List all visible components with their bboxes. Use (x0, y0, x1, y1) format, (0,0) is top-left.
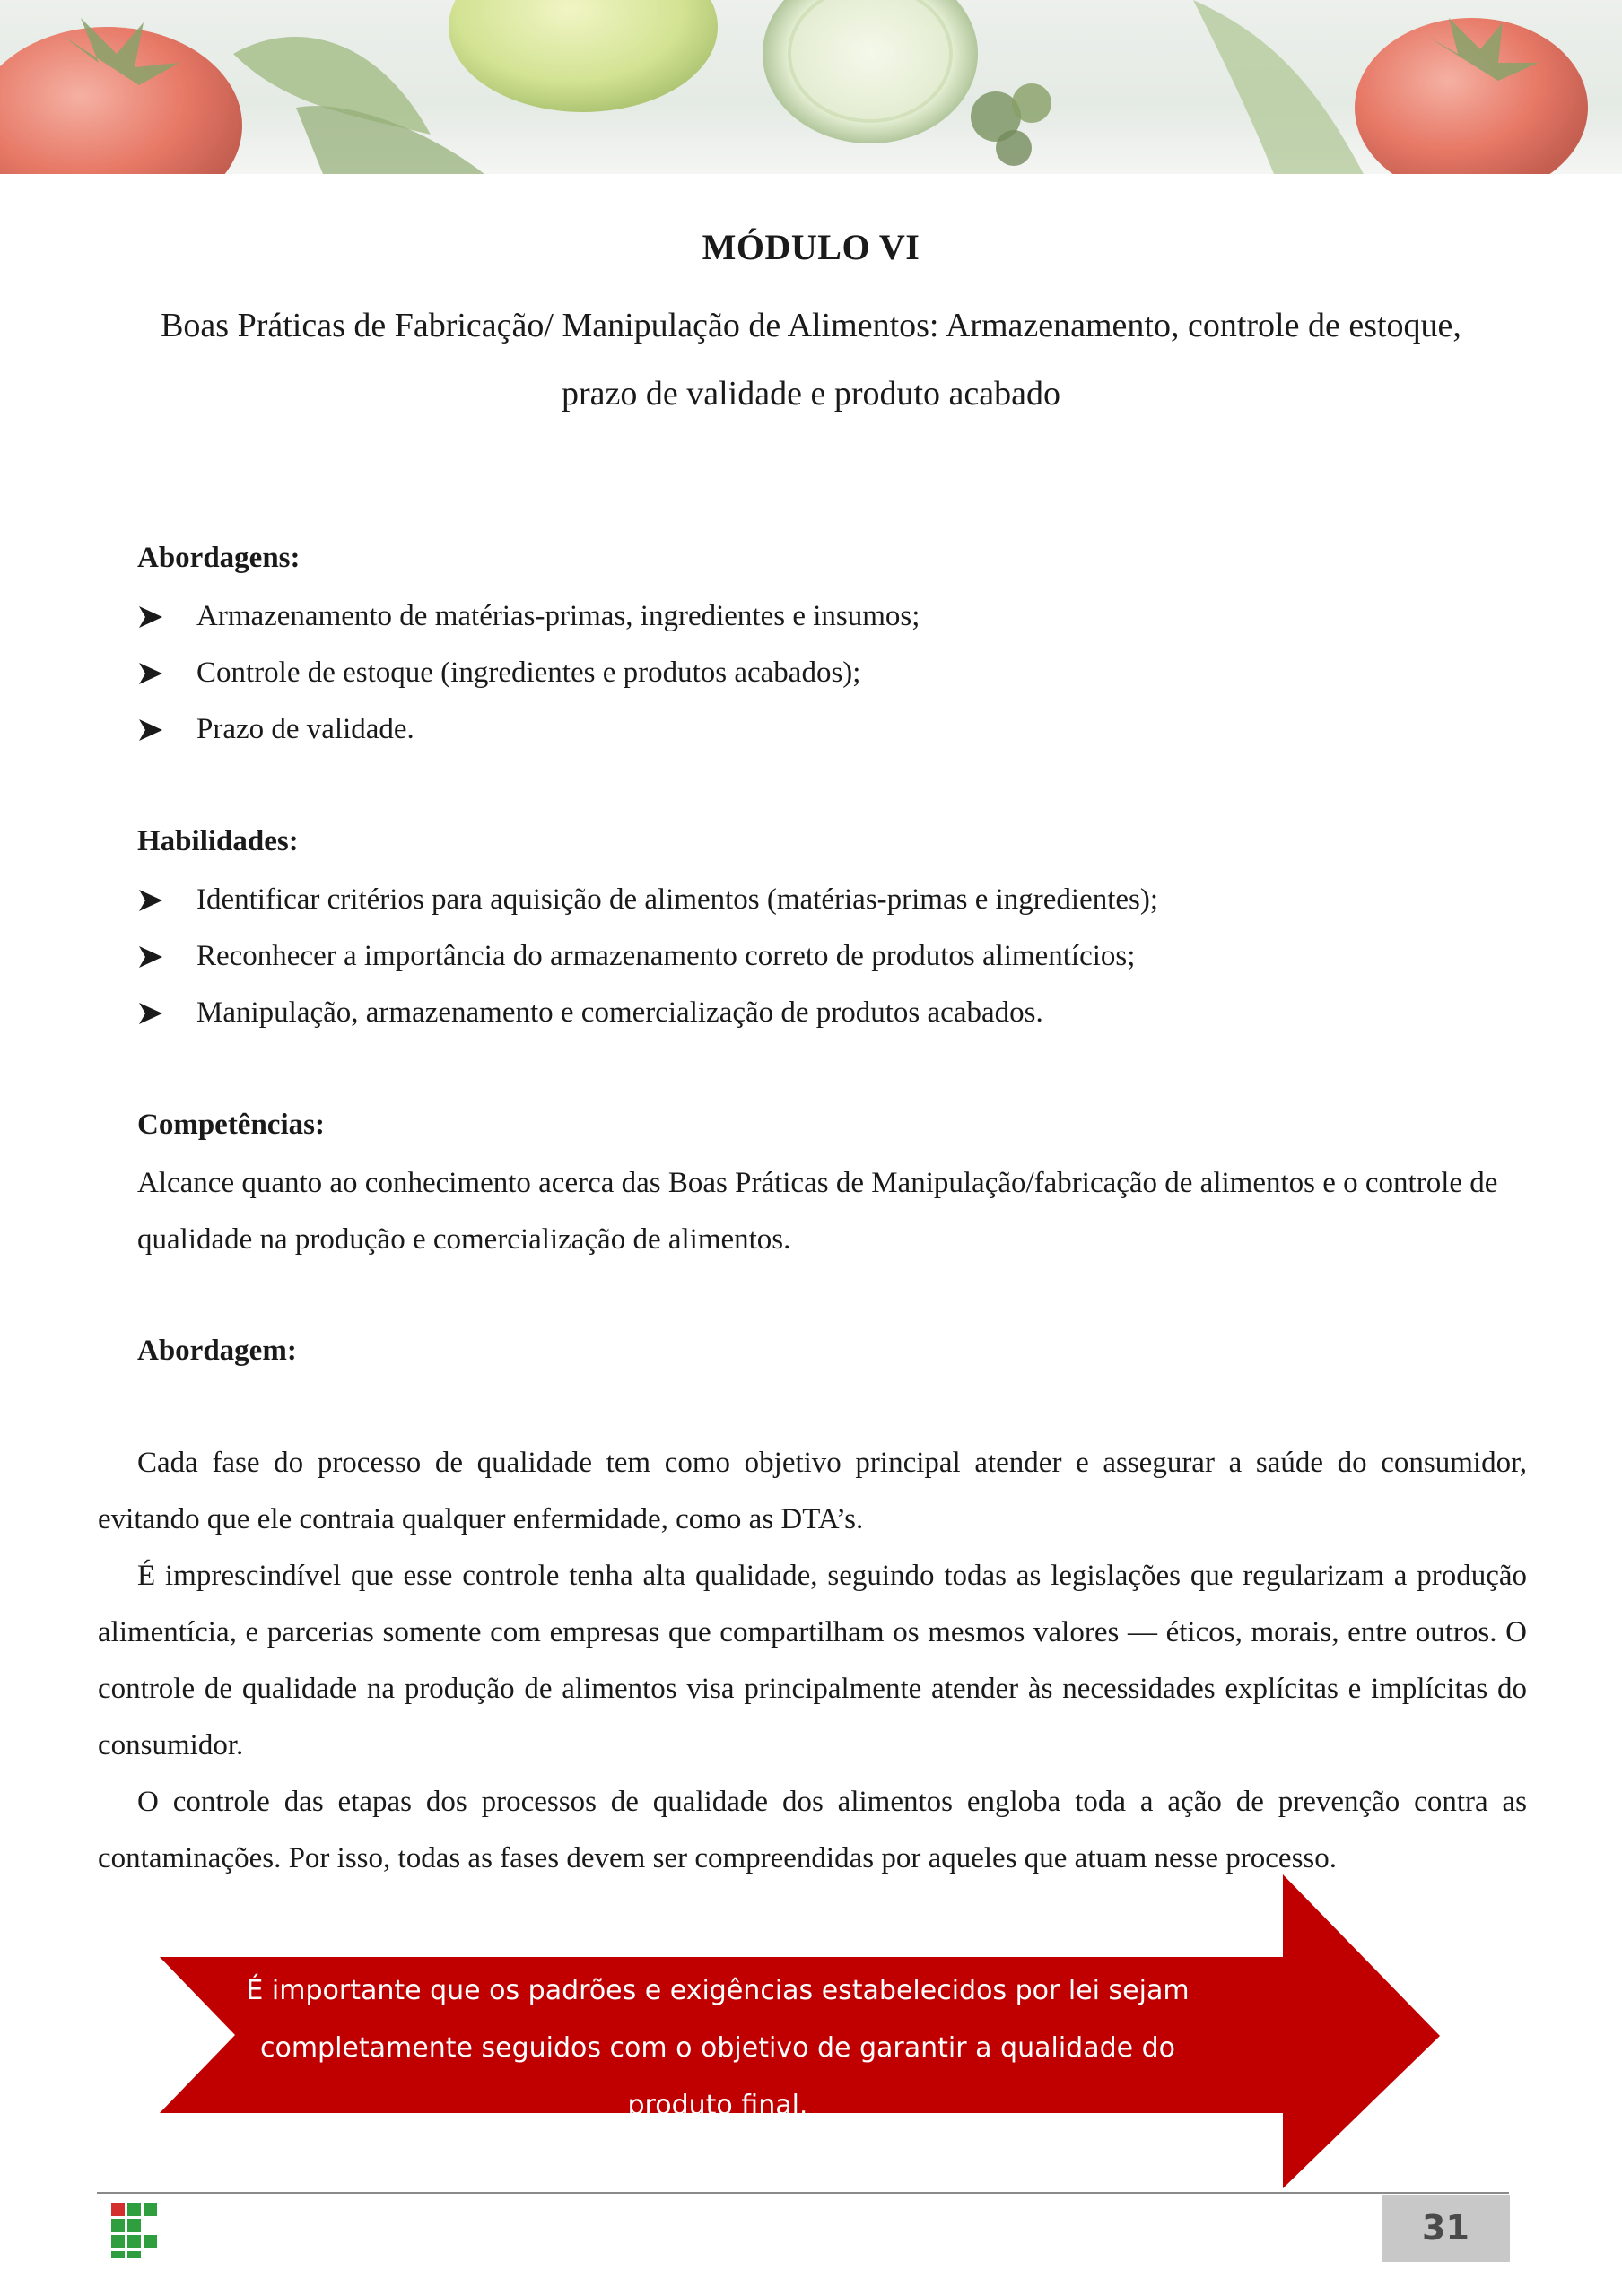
abordagem-paragraph-3: O controle das etapas dos processos de qualidade dos alimentos engloba toda a ação de prevenção contra as contaminações. Por isso, todas as fases devem ser compreendidas por aqueles que atuam nesse processo. (98, 1786, 1527, 1874)
arrowhead-bullet-icon (139, 606, 162, 628)
list-item-text: Armazenamento de matérias-primas, ingredientes e insumos; (196, 600, 920, 632)
section-heading-abordagens: Abordagens: (137, 542, 301, 574)
arrowhead-bullet-icon (139, 719, 162, 741)
highlight-arrow-callout (153, 1874, 1444, 2188)
list-item-text: Manipulação, armazenamento e comercialização de produtos acabados. (196, 996, 1043, 1029)
abordagem-paragraph-1: Cada fase do processo de qualidade tem como objetivo principal atender e assegurar a saúde do consumidor, evitando que ele contraia qualquer enfermidade, como as DTA’s. (98, 1447, 1527, 1535)
callout-line-1: É importante que os padrões e exigências estabelecidos por lei sejam (246, 1975, 1190, 2006)
list-item (137, 872, 1158, 928)
page-number: 31 (1382, 2195, 1510, 2262)
abordagem-paragraph-2: É imprescindível que esse controle tenha alta qualidade, seguindo todas as legislações que regularizam a produção alimentícia, e parcerias somente com empresas que compartilham os mesmos valores — éticos, morais, entre outros. O controle de qualidade na produção de alimentos visa principalmente atender às necessidades explícitas e implícitas do consumidor. (98, 1560, 1527, 1761)
list-item (137, 645, 920, 701)
list-item (137, 588, 920, 645)
abordagens-list (137, 588, 920, 758)
arrowhead-bullet-icon (139, 890, 162, 911)
list-item-text: Prazo de validade. (196, 713, 414, 745)
header-image (0, 0, 1622, 174)
institute-logo-icon (111, 2203, 158, 2258)
callout-line-2: completamente seguidos com o objetivo de garantir a qualidade do produto final. (259, 2032, 1176, 2121)
habilidades-list (137, 872, 1158, 1041)
footer-divider (97, 2192, 1509, 2194)
arrowhead-bullet-icon (139, 946, 162, 968)
list-item (137, 985, 1158, 1041)
list-item-text: Reconhecer a importância do armazenamento correto de produtos alimentícios; (196, 940, 1136, 972)
arrowhead-bullet-icon (139, 1003, 162, 1024)
section-heading-abordagem: Abordagem: (137, 1335, 297, 1367)
competencias-text: Alcance quanto ao conhecimento acerca das Boas Práticas de Manipulação/fabricação de alimentos e o controle de qualidade na produção e comercialização de alimentos. (137, 1167, 1498, 1256)
list-item-text: Identificar critérios para aquisição de alimentos (matérias-primas e ingredientes); (196, 883, 1159, 916)
module-subtitle: Boas Práticas de Fabricação/ Manipulação de Alimentos: Armazenamento, controle de estoque, prazo de validade e produto acabado (161, 307, 1461, 413)
list-item (137, 928, 1158, 985)
vegetables-photo-icon (0, 0, 1622, 174)
section-heading-habilidades: Habilidades: (137, 825, 299, 857)
section-heading-competencias: Competências: (137, 1109, 325, 1141)
list-item (137, 701, 920, 758)
list-item-text: Controle de estoque (ingredientes e produtos acabados); (196, 657, 861, 689)
module-title: MÓDULO VI (702, 227, 920, 267)
arrowhead-bullet-icon (139, 663, 162, 684)
callout-text (233, 1962, 1202, 2135)
